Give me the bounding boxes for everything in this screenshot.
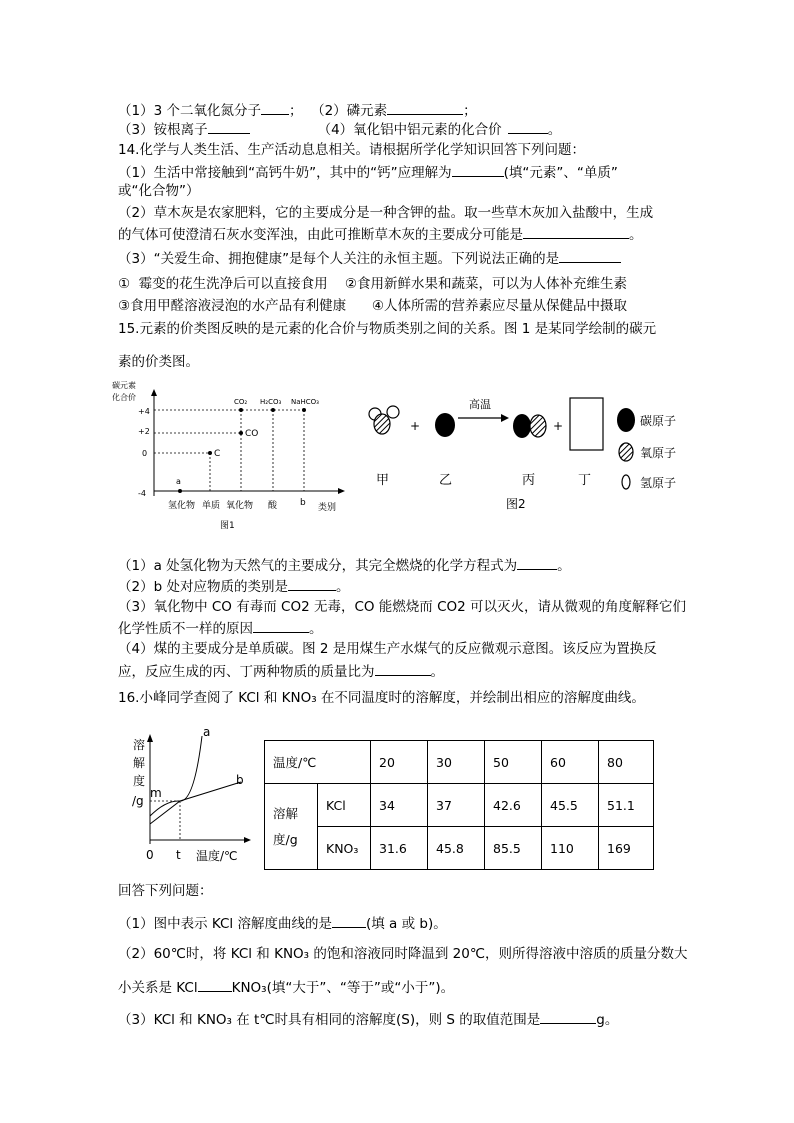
table-cell: 45.5: [542, 784, 599, 827]
fig2-condition: 高温: [469, 398, 491, 411]
q14-line2: 或“化合物”）: [118, 183, 200, 199]
graph-label-t: t: [176, 848, 181, 862]
molecule-jia-water-icon: [369, 406, 399, 434]
fig2-label-yi: 乙: [439, 473, 453, 488]
legend-hydrogen-icon: [622, 475, 630, 489]
q15-title-line2: 素的价类图。: [118, 354, 199, 370]
legend-oxygen-icon: [619, 443, 633, 461]
fig1-caption: 图1: [220, 521, 235, 531]
figure2-reaction-diagram: [360, 390, 690, 520]
fig1-xcat-element: 单质: [202, 501, 221, 511]
table-cell: 37: [428, 784, 485, 827]
graph-label-a: a: [203, 725, 211, 739]
graph-label-b: b: [236, 773, 244, 787]
table-temp-50: 50: [485, 741, 542, 784]
graph-x-arrow: [244, 837, 251, 843]
table-kcl-name: KCl: [318, 784, 371, 827]
fig2-label-jia: 甲: [376, 473, 390, 488]
table-cell: 110: [542, 827, 599, 870]
legend-carbon-icon: [617, 408, 635, 432]
fig1-label-co2: CO₂: [234, 398, 248, 406]
table-cell: 45.8: [428, 827, 485, 870]
q14-line1: （1）生活中常接触到“高钙牛奶”，其中的“钙”应理解为 (填“元素”、“单质”: [118, 162, 618, 182]
fig1-xcat-acid: 酸: [268, 501, 278, 511]
graph-ylabel-4: /g: [132, 794, 144, 808]
graph-label-origin: 0: [146, 848, 154, 862]
molecule-bing-co-icon: [513, 414, 546, 438]
q14-line5: （3）“关爱生命、拥抱健康”是每个人关注的永恒主题。下列说法正确的是: [118, 248, 621, 268]
table-temp-30: 30: [428, 741, 485, 784]
q13-line1: （1）3 个二氧化氮分子 ； （2）磷元素 ；: [118, 100, 477, 120]
legend-hydrogen-label: 氢原子: [640, 476, 677, 490]
fig1-point-a: [178, 489, 182, 493]
q16-line2: （2）60℃时，将 KCl 和 KNO₃ 的饱和溶液同时降温到 20℃，则所得溶液中溶质的质量分数大: [118, 946, 688, 962]
fig1-label-co: CO: [245, 429, 259, 439]
fig1-ytick-p4: +4: [138, 407, 150, 416]
q13-3-blank[interactable]: [208, 119, 250, 134]
fig1-ylabel-2: 化合价: [112, 393, 136, 402]
fig2-arrow-head: [501, 414, 509, 422]
q15-2-blank[interactable]: [288, 576, 336, 591]
q15-line5: （4）煤的主要成分是单质碳。图 2 是用煤生产水煤气的反应微观示意图。该反应为置换反: [118, 641, 657, 657]
fig1-x-arrow: [338, 488, 345, 494]
molecule-yi-carbon-icon: [435, 413, 455, 437]
q16-1-blank[interactable]: [332, 913, 366, 928]
q13-line2: （3）铵根离子 （4）氧化铝中铝元素的化合价 。: [118, 119, 561, 139]
fig2-plus-2: +: [553, 419, 564, 433]
q16-line1: （1）图中表示 KCl 溶解度曲线的是 (填 a 或 b)。: [118, 913, 447, 933]
q15-1-blank[interactable]: [517, 555, 557, 570]
molecule-ding-box: [570, 398, 603, 450]
fig1-xlabel: 类别: [318, 503, 337, 513]
q16-line3: 小关系是 KCl KNO₃(填“大于”、“等于”或“小于”)。: [118, 977, 454, 997]
table-row-kno3: [265, 827, 654, 870]
q13-1-blank[interactable]: [261, 100, 289, 115]
q15-line3: （3）氧化物中 CO 有毒而 CO2 无毒，CO 能燃烧而 CO2 可以灭火，请从微观的角度解释它们: [118, 599, 687, 615]
q15-line2: （2）b 处对应物质的类别是 。: [118, 576, 349, 596]
fig1-label-nahco3: NaHCO₃: [291, 398, 319, 406]
table-head-temp: 温度/℃: [265, 741, 371, 784]
fig1-label-c: C: [214, 449, 221, 459]
q16-line4: （3）KCl 和 KNO₃ 在 t℃时具有相同的溶解度(S)，则 S 的取值范围是 g。: [118, 1009, 618, 1029]
q15-line1: （1）a 处氢化物为天然气的主要成分，其完全燃烧的化学方程式为 。: [118, 555, 571, 575]
fig1-point-co: [239, 431, 243, 435]
q14-3-blank[interactable]: [559, 248, 621, 263]
graph-y-arrow: [147, 734, 153, 742]
fig1-ylabel-1: 碳元素: [112, 381, 136, 390]
q15-3-blank[interactable]: [253, 618, 309, 633]
q16-title: 16.小峰同学查阅了 KCl 和 KNO₃ 在不同温度时的溶解度，并绘制出相应的溶解度曲线。: [118, 690, 645, 706]
fig2-plus-1: +: [410, 419, 421, 433]
q13-2-blank[interactable]: [387, 100, 463, 115]
q15-line4: 化学性质不一样的原因 。: [118, 618, 323, 638]
q14-option-line1: ① 霉变的花生洗净后可以直接食用 ②食用新鲜水果和蔬菜，可以为人体补充维生素: [118, 276, 627, 292]
q13-2-text: ； （2）磷元素: [288, 103, 388, 119]
fig1-y-arrow: [151, 389, 157, 396]
legend-oxygen-label: 氧原子: [640, 446, 677, 460]
table-temp-80: 80: [599, 741, 654, 784]
graph-ylabel-3: 度: [133, 774, 146, 788]
fig1-ytick-p2: +2: [138, 427, 150, 436]
q16-prompt: 回答下列问题：: [118, 883, 213, 899]
q15-4-blank[interactable]: [375, 661, 431, 676]
table-temp-20: 20: [371, 741, 428, 784]
q14-2-blank[interactable]: [523, 224, 629, 239]
table-row-label: 溶解 度/g: [265, 784, 318, 870]
q13-3-text: （3）铵根离子: [118, 122, 208, 138]
table-row-kcl: [265, 784, 654, 827]
q16-2-blank[interactable]: [198, 977, 232, 992]
q13-4-text: （4）氧化铝中铝元素的化合价: [317, 122, 502, 138]
fig1-xcat-b: b: [300, 498, 306, 508]
q16-3-blank[interactable]: [540, 1009, 596, 1024]
q15-title-line1: 15.元素的价类图反映的是元素的化合价与物质类别之间的关系。图 1 是某同学绘制的碳元: [118, 321, 657, 337]
graph-ylabel-2: 解: [133, 756, 146, 770]
fig1-ytick-0: 0: [142, 449, 148, 458]
fig1-xcat-hydride: 氢化物: [168, 501, 196, 511]
fig2-label-bing: 丙: [522, 473, 536, 488]
table-temp-60: 60: [542, 741, 599, 784]
table-cell: 31.6: [371, 827, 428, 870]
solubility-table: [264, 740, 654, 870]
fig1-xcat-oxide: 氧化物: [226, 501, 254, 511]
fig1-point-co2: [239, 408, 243, 412]
curve-b: [150, 782, 241, 824]
q14-option-line2: ③食用甲醛溶液浸泡的水产品有利健康 ④人体所需的营养素应尽量从保健品中摄取: [118, 298, 627, 314]
table-cell: 169: [599, 827, 654, 870]
legend-carbon-label: 碳原子: [640, 414, 677, 428]
table-cell: 85.5: [485, 827, 542, 870]
solubility-curve-graph: [128, 722, 258, 870]
fig1-point-nahco3: [302, 408, 306, 412]
fig1-label-a: a: [176, 477, 181, 486]
table-cell: 51.1: [599, 784, 654, 827]
q13-1-text: （1）3 个二氧化氮分子: [118, 103, 261, 119]
fig1-point-h2co3: [271, 408, 275, 412]
fig2-caption: 图2: [506, 497, 526, 511]
table-cell: 34: [371, 784, 428, 827]
graph-ylabel-1: 溶: [133, 738, 146, 752]
graph-label-m: m: [150, 786, 162, 800]
graph-xlabel: 温度/℃: [196, 849, 238, 863]
q15-line6: 应，反应生成的丙、丁两种物质的质量比为 。: [118, 661, 444, 681]
table-row-temperature: [265, 741, 654, 784]
fig2-label-ding: 丁: [578, 473, 592, 488]
q14-line4: 的气体可使澄清石灰水变浑浊，由此可推断草木灰的主要成分可能是 。: [118, 224, 643, 244]
q14-title: 14.化学与人类生活、生产活动息息相关。请根据所学化学知识回答下列问题：: [118, 142, 585, 158]
table-cell: 42.6: [485, 784, 542, 827]
figure1-valence-diagram: [108, 378, 353, 533]
fig1-ytick-m4: -4: [138, 489, 146, 498]
table-kno3-name: KNO₃: [318, 827, 371, 870]
fig1-point-c: [208, 451, 212, 455]
q14-line3: （2）草木灰是农家肥料，它的主要成分是一种含钾的盐。取一些草木灰加入盐酸中，生成: [118, 205, 654, 221]
q14-1-blank[interactable]: [452, 162, 504, 177]
q13-4-blank[interactable]: [508, 119, 548, 134]
fig1-label-h2co3: H₂CO₃: [260, 398, 282, 406]
